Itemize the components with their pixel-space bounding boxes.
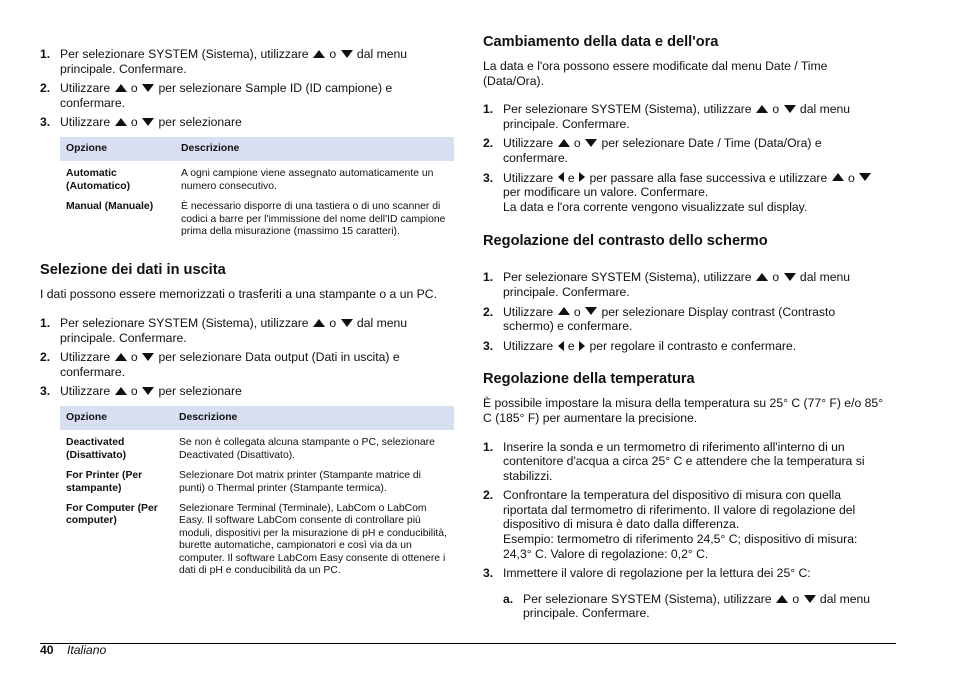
step-item: 3. Utilizzare e per regolare il contrasto e confermare. (483, 338, 797, 353)
arrow-left-icon (558, 172, 564, 182)
arrow-down-icon (585, 139, 597, 147)
arrow-up-icon (776, 595, 788, 603)
step-item: 1. Per selezionare SYSTEM (Sistema), utilizzare o dal menu principale. Confermare. (483, 270, 851, 299)
contrast-steps (483, 270, 886, 353)
step-item: 2. Utilizzare o per selezionare Data output (Dati in uscita) e confermare. (40, 350, 400, 379)
arrow-down-icon (784, 105, 796, 113)
description-cell: Selezionare Terminal (Terminale), LabCom o LabCom Easy. Il software LabCom consente di controllare più moduli, dispositivi per la misurazione di pH e conducibilità, burette automatiche, campionatori e così via da un computer. Il software LabCom Easy consente di ottenere i dati di pH e conducibilità da un PC. (179, 503, 447, 577)
description-cell: Se non è collegata alcuna stampante o PC, selezionare Deactivated (Disattivato). (179, 437, 435, 461)
arrow-up-icon (313, 319, 325, 327)
sub-step-item: a. Per selezionare SYSTEM (Sistema), utilizzare o dal menu principale. Confermare. (503, 591, 871, 621)
step-number: 2. (483, 488, 494, 503)
step-item: 1. Per selezionare SYSTEM (Sistema), utilizzare o dal menu principale. Confermare. (40, 316, 408, 345)
arrow-down-icon (142, 118, 154, 126)
sub-step-letter: a. (503, 591, 514, 606)
description-cell: È necessario disporre di una tastiera o di uno scanner di codici a barre per l'immissione del nome dell'ID campione prima della misurazione (massimo 15 caratteri). (181, 201, 446, 237)
arrow-up-icon (115, 387, 127, 395)
arrow-down-icon (142, 353, 154, 361)
page-footer (40, 643, 106, 657)
arrow-down-icon (341, 319, 353, 327)
table-header-row (60, 137, 454, 161)
arrow-up-icon (558, 307, 570, 315)
arrow-up-icon (313, 50, 325, 58)
data-output-options-table (60, 406, 454, 581)
sample-id-steps (40, 47, 454, 130)
arrow-up-icon (558, 139, 570, 147)
temperature-steps (483, 440, 886, 622)
step-number: 2. (483, 304, 494, 319)
arrow-right-icon (579, 341, 585, 351)
step-item: 2. Utilizzare o per selezionare Sample ID (ID campione) e confermare. (40, 81, 393, 110)
table-header-row (60, 406, 454, 430)
arrow-up-icon (756, 105, 768, 113)
step-note: La data e l'ora corrente vengono visualizzate sul display. (503, 199, 808, 214)
section-intro: I dati possono essere memorizzati o trasferiti a una stampante o a un PC. (40, 287, 437, 302)
date-time-steps (483, 102, 886, 214)
step-note: Esempio: termometro di riferimento 24,5° C; dispositivo di misura: 24,3° C. Valore di regolazione: 0,2° C. (503, 532, 858, 561)
arrow-down-icon (784, 273, 796, 281)
step-item: 1. Per selezionare SYSTEM (Sistema), utilizzare o dal menu principale. Confermare. (483, 102, 851, 131)
step-item: 2. Utilizzare o per selezionare Display contrast (Contrasto schermo) e confermare. (483, 304, 836, 334)
arrow-down-icon (142, 84, 154, 92)
step-number: 1. (40, 47, 51, 61)
section-heading: Regolazione della temperatura (483, 371, 695, 388)
step-number: 2. (483, 136, 494, 151)
section-heading: Selezione dei dati in uscita (40, 262, 226, 279)
step-number: 3. (483, 170, 494, 185)
step-item: 2. Utilizzare o per selezionare Date / Time (Data/Ora) e confermare. (483, 136, 822, 165)
step-item: 3. Utilizzare o per selezionare (40, 384, 242, 399)
option-cell: For Computer (Per computer) (66, 503, 158, 527)
step-number: 2. (40, 350, 51, 365)
right-column (483, 0, 886, 626)
arrow-down-icon (341, 50, 353, 58)
table-row (60, 430, 454, 466)
table-row (60, 161, 454, 197)
section-heading: Cambiamento della data e dell'ora (483, 34, 719, 50)
sample-id-options-table (60, 137, 454, 242)
column-header: Descrizione (175, 137, 454, 161)
arrow-up-icon (115, 118, 127, 126)
step-number: 2. (40, 81, 51, 96)
arrow-down-icon (585, 307, 597, 315)
section-heading: Regolazione del contrasto dello schermo (483, 233, 768, 250)
step-item: 3. Utilizzare o per selezionare (40, 115, 242, 130)
step-item: 1. Per selezionare SYSTEM (Sistema), utilizzare o dal menu principale. Confermare. (40, 47, 408, 76)
step-number: 3. (40, 384, 51, 399)
step-number: 1. (483, 102, 494, 117)
step-item: 3. Utilizzare e per passare alla fase successiva e utilizzare o per modificare un valore. Confermare. La data e l'ora corrente vengono visualizzate sul display. (483, 171, 886, 215)
option-cell: Manual (Manuale) (66, 201, 154, 213)
footer-rule (40, 643, 896, 644)
step-number: 1. (483, 439, 494, 454)
arrow-up-icon (756, 273, 768, 281)
section-intro: È possibile impostare la misura della temperatura su 25° C (77° F) e/o 85° C (185° F) per aumentare la precisione. (483, 396, 884, 425)
option-cell: For Printer (Per stampante) (66, 470, 143, 494)
column-header: Descrizione (173, 406, 454, 430)
step-number: 1. (483, 270, 494, 285)
data-output-steps (40, 316, 454, 399)
step-number: 3. (483, 566, 494, 581)
arrow-down-icon (859, 173, 871, 181)
page-number: 40 (40, 643, 54, 657)
column-header: Opzione (60, 137, 175, 161)
step-item: 1. Inserire la sonda e un termometro di riferimento all'interno di un contenitore d'acqua a circa 25° C e attendere che la temperatura si stabilizzi. (483, 439, 865, 483)
step-number: 1. (40, 316, 51, 330)
column-header: Opzione (60, 406, 173, 430)
section-intro: La data e l'ora possono essere modificate dal menu Date / Time (Data/Ora). (483, 59, 828, 88)
footer-language: Italiano (66, 643, 107, 657)
arrow-down-icon (142, 387, 154, 395)
table-row (60, 499, 454, 581)
step-number: 3. (40, 115, 51, 130)
description-cell: Selezionare Dot matrix printer (Stampante matrice di punti) o Thermal printer (Stampante termica). (179, 470, 421, 494)
arrow-up-icon (832, 173, 844, 181)
arrow-left-icon (558, 341, 564, 351)
arrow-down-icon (804, 595, 816, 603)
description-cell: A ogni campione viene assegnato automaticamente un numero consecutivo. (181, 168, 434, 192)
left-column (40, 0, 454, 581)
option-cell: Automatic (Automatico) (66, 168, 131, 192)
step-item: 2. Confrontare la temperatura del dispositivo di misura con quella riportata dal termometro di riferimento. Il valore di regolazione del dispositivo di misura è dato dalla differenza. Esempio: termometro di riferimento 24,5° C; dispositivo di misura: 24,3° C. Valore di regolazione: 0,2° C. (483, 488, 886, 561)
table-row (60, 197, 454, 242)
step-item: 3. Immettere il valore di regolazione per la lettura dei 25° C: a. Per selezionare SYSTEM (Sistema), utilizzare o dal menu principale. Confermare. (483, 566, 886, 621)
option-cell: Deactivated (Disattivato) (66, 437, 127, 461)
arrow-up-icon (115, 84, 127, 92)
arrow-right-icon (579, 172, 585, 182)
arrow-up-icon (115, 353, 127, 361)
step-number: 3. (483, 338, 494, 353)
table-row (60, 466, 454, 499)
